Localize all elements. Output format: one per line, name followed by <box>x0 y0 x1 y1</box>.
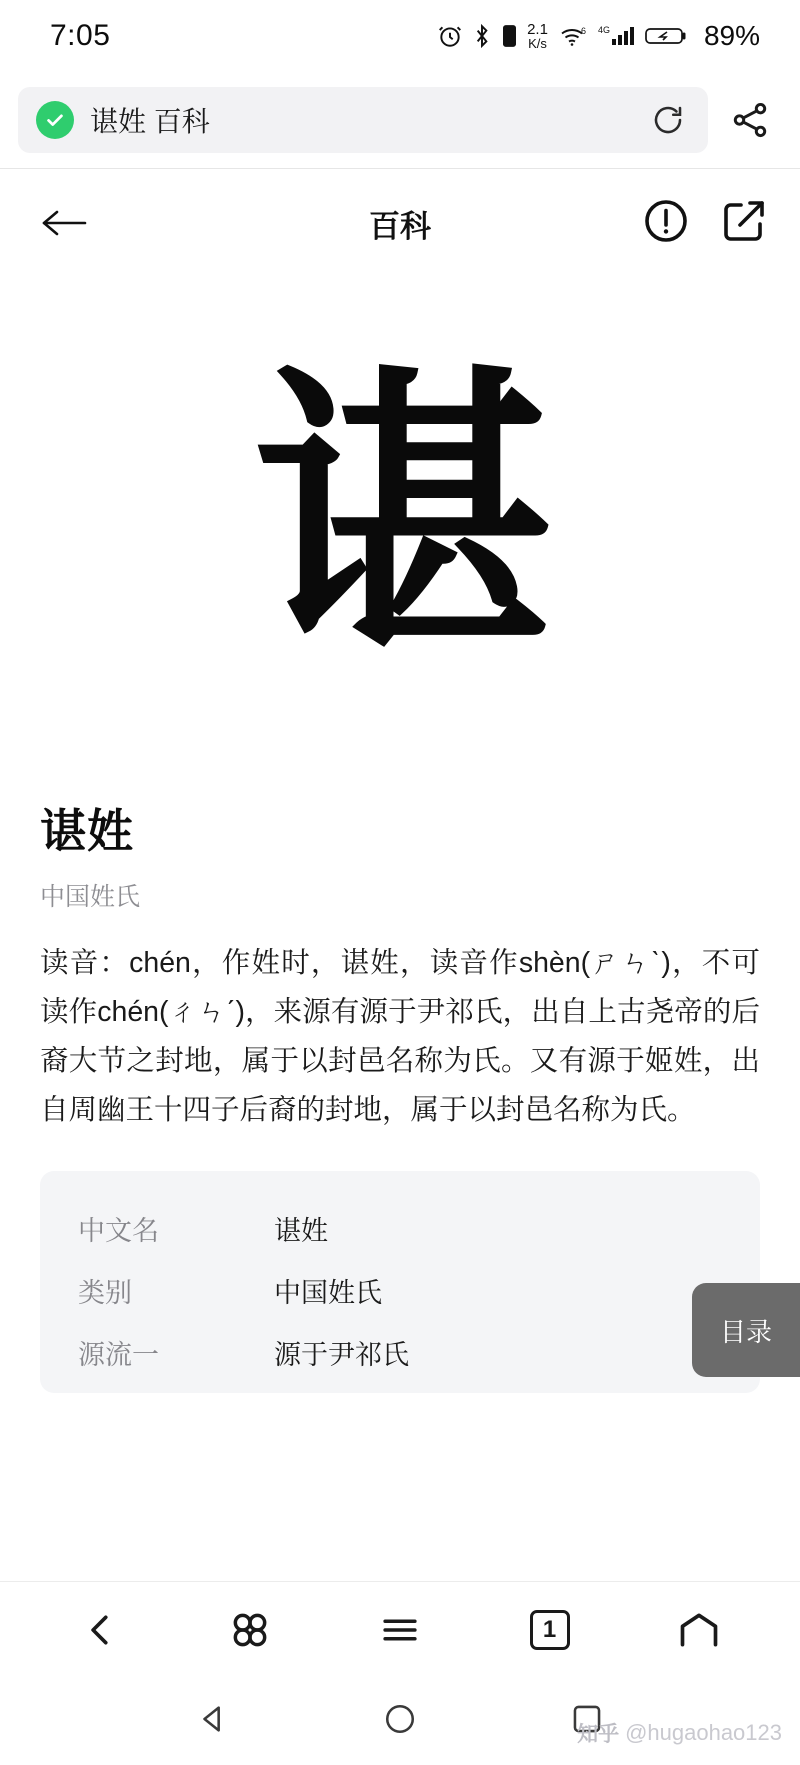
net-speed-value: 2.1 <box>527 21 548 38</box>
signal-icon <box>598 23 636 49</box>
page-header <box>0 169 800 277</box>
hero-image <box>40 295 760 735</box>
hero-character: 谌 <box>252 338 548 691</box>
info-value: 谌姓 <box>274 1215 328 1246</box>
home-icon[interactable] <box>654 1585 744 1675</box>
entry-title: 谌姓 <box>40 805 134 857</box>
sim-icon <box>501 23 518 49</box>
browser-toolbar <box>0 1581 800 1677</box>
info-value: 源于尹祁氏 <box>274 1339 409 1370</box>
search-query-text: 谌姓 百科 <box>90 106 210 137</box>
battery-icon <box>645 23 689 49</box>
entry-body-text: 读音：chén，作姓时，谌姓，读音作shèn(ㄕㄣˋ)，不可读作chén(ㄔㄣˊ)，来源有源于尹祁氏，出自上古尧帝的后裔大节之封地，属于以封邑名称为氏。又有源于姬姓，出自周幽王十四子后裔的封地，属于以封邑名称为氏。 <box>40 947 760 1127</box>
bluetooth-icon <box>472 23 492 49</box>
header-actions <box>642 197 768 250</box>
alarm-icon <box>437 23 463 49</box>
svg-text:6: 6 <box>580 26 586 36</box>
article-content <box>0 295 800 1393</box>
triangle-back-icon[interactable] <box>196 1702 230 1741</box>
table-row <box>40 1197 760 1259</box>
site-logo: 知乎 <box>577 1723 620 1746</box>
edit-square-icon[interactable] <box>720 197 768 250</box>
tabs-icon[interactable] <box>505 1585 595 1675</box>
search-input[interactable] <box>18 87 708 153</box>
back-icon[interactable] <box>56 1585 146 1675</box>
status-time: 7:05 <box>50 19 111 52</box>
share-icon[interactable] <box>722 99 778 141</box>
info-value: 中国姓氏 <box>274 1277 382 1308</box>
back-arrow-icon[interactable] <box>40 206 100 240</box>
circle-home-icon[interactable] <box>383 1702 417 1741</box>
wifi-icon <box>559 23 589 49</box>
browser-address-bar <box>0 72 800 168</box>
info-key: 中文名 <box>78 1215 159 1246</box>
svg-text:4G: 4G <box>597 25 610 35</box>
status-icon-group <box>437 20 760 52</box>
table-row <box>40 1259 760 1321</box>
watermark-user: @hugaohao123 <box>625 1720 782 1745</box>
watermark <box>577 1718 782 1748</box>
shield-check-icon <box>36 101 74 139</box>
exclamation-circle-icon[interactable] <box>642 197 690 250</box>
toc-button[interactable]: 目录 <box>692 1283 800 1377</box>
menu-icon[interactable] <box>355 1585 445 1675</box>
entry-subtitle: 中国姓氏 <box>40 883 141 911</box>
battery-percent: 89% <box>703 20 760 51</box>
page-title: 百科 <box>369 208 431 244</box>
apps-icon[interactable] <box>205 1585 295 1675</box>
info-table <box>40 1171 772 1393</box>
table-row <box>40 1321 760 1383</box>
net-speed <box>527 22 548 50</box>
info-key: 类别 <box>78 1277 132 1308</box>
info-key: 源流一 <box>78 1339 159 1370</box>
status-bar <box>0 0 800 72</box>
net-speed-unit: K/s <box>528 36 547 51</box>
refresh-icon[interactable] <box>650 102 686 138</box>
tab-count: 1 <box>530 1610 570 1650</box>
